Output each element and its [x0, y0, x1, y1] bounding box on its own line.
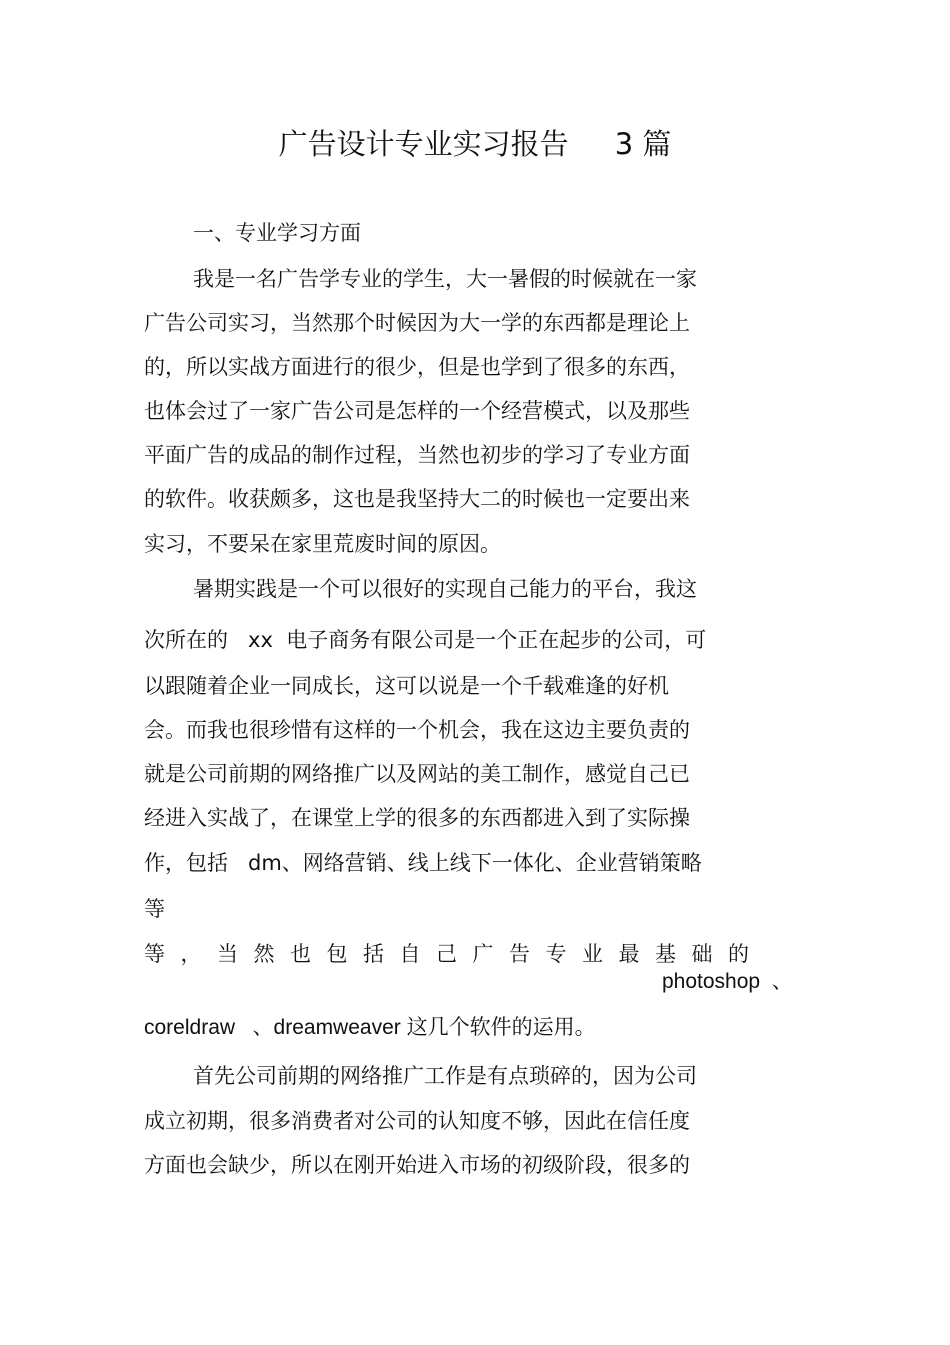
paragraph-1-line: 实习，不要呆在家里荒废时间的原因。 [144, 532, 501, 556]
paragraph-3-line: 方面也会缺少，所以在刚开始进入市场的初级阶段，很多的 [144, 1153, 690, 1177]
paragraph-2-line: 等 [144, 897, 165, 921]
section-heading: 一、专业学习方面 [193, 221, 361, 245]
paragraph-2-line: 经进入实战了，在课堂上学的很多的东西都进入到了实际操 [144, 806, 690, 830]
paragraph-2-line: 次所在的 xx 电子商务有限公司是一个正在起步的公司，可 [144, 628, 707, 652]
paragraph-2-line: 暑期实践是一个可以很好的实现自己能力的平台，我这 [193, 577, 697, 601]
paragraph-2-spaced-line: 等，当然也包括自己广告专业最基础的 [144, 942, 765, 966]
paragraph-3-line: 成立初期，很多消费者对公司的认知度不够，因此在信任度 [144, 1109, 690, 1133]
paragraph-1-line: 平面广告的成品的制作过程，当然也初步的学习了专业方面 [144, 443, 690, 467]
paragraph-2-software-line: coreldraw 、dreamweaver 这几个软件的运用。 [144, 1016, 596, 1039]
paragraph-2-line: 会。而我也很珍惜有这样的一个机会，我在这边主要负责的 [144, 718, 690, 742]
paragraph-1-line: 广告公司实习，当然那个时候因为大一学的东西都是理论上 [144, 311, 690, 335]
paragraph-3-line: 首先公司前期的网络推广工作是有点琐碎的，因为公司 [193, 1064, 697, 1088]
paragraph-1-line: 也体会过了一家广告公司是怎样的一个经营模式，以及那些 [144, 399, 690, 423]
paragraph-2-photoshop: photoshop 、 [662, 970, 793, 993]
paragraph-1-line: 的，所以实战方面进行的很少，但是也学到了很多的东西， [144, 355, 690, 379]
paragraph-2-line: 就是公司前期的网络推广以及网站的美工制作，感觉自己已 [144, 762, 690, 786]
paragraph-2-line: 以跟随着企业一同成长，这可以说是一个千载难逢的好机 [144, 674, 669, 698]
paragraph-2-line: 作，包括 dm、网络营销、线上线下一体化、企业营销策略 [144, 851, 702, 875]
paragraph-1-line: 我是一名广告学专业的学生，大一暑假的时候就在一家 [193, 267, 697, 291]
document-title: 广告设计专业实习报告 3 篇 [278, 127, 672, 161]
paragraph-1-line: 的软件。收获颇多，这也是我坚持大二的时候也一定要出来 [144, 487, 690, 511]
